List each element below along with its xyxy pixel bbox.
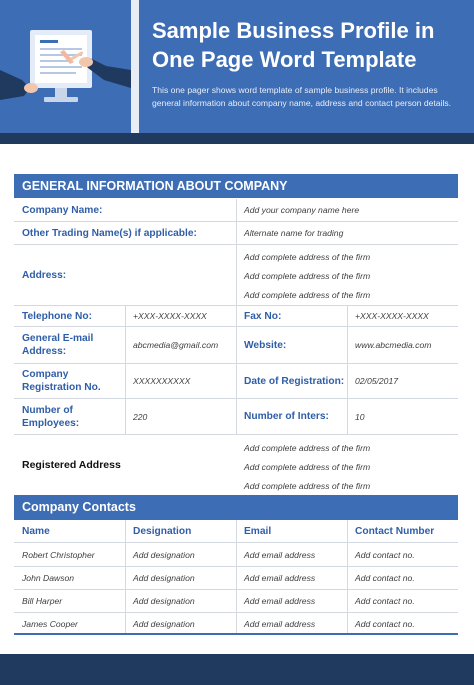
column-header-email: Email	[244, 526, 272, 537]
contact-number: Add contact no.	[355, 596, 415, 606]
column-divider	[125, 306, 126, 434]
header-illustration-panel	[0, 0, 131, 133]
column-divider	[347, 520, 348, 633]
telephone-label: Telephone No:	[22, 310, 92, 322]
contact-name: Bill Harper	[22, 596, 63, 606]
website-value: www.abcmedia.com	[355, 340, 432, 350]
registration-date-label: Date of Registration:	[244, 375, 345, 387]
contact-name: Robert Christopher	[22, 550, 95, 560]
footer-band	[0, 654, 474, 685]
trading-name-value: Alternate name for trading	[244, 228, 344, 238]
telephone-value: +XXX-XXXX-XXXX	[133, 311, 207, 321]
page-title: Sample Business Profile in One Page Word Template	[152, 18, 435, 72]
column-divider	[125, 520, 126, 633]
contact-name: John Dawson	[22, 573, 75, 583]
registered-address-label: Registered Address	[22, 458, 121, 471]
employees-value: 220	[133, 411, 148, 422]
page-subtitle: This one pager shows word template of sample business profile. It includes general information about company name, address and contact person details.	[152, 85, 452, 108]
company-name-label: Company Name:	[22, 204, 103, 216]
address-line: Add complete address of the firm	[244, 290, 371, 300]
table-bottom-border	[14, 633, 458, 635]
website-label: Website:	[244, 339, 287, 351]
company-name-value: Add your company name here	[244, 205, 360, 215]
fax-value: +XXX-XXXX-XXXX	[355, 311, 429, 321]
contact-designation: Add designation	[133, 619, 195, 629]
address-line: Add complete address of the firm	[244, 271, 371, 281]
registration-date-value: 02/05/2017	[355, 376, 399, 386]
contact-email: Add email address	[244, 573, 316, 583]
contact-email: Add email address	[244, 596, 316, 606]
company-contacts-heading: Company Contacts	[14, 495, 458, 520]
contact-email: Add email address	[244, 619, 316, 629]
general-info-heading: GENERAL INFORMATION ABOUT COMPANY	[14, 174, 458, 198]
employees-label: Number of Employees:	[22, 404, 80, 429]
inters-value: 10	[355, 411, 365, 422]
contact-designation: Add designation	[133, 573, 195, 583]
column-header-designation: Designation	[133, 526, 192, 537]
column-header-name: Name	[22, 526, 50, 537]
email-label: General E-mail Address:	[22, 333, 94, 357]
document-and-hand-illustration	[0, 0, 131, 133]
column-header-contact: Contact Number	[355, 526, 435, 537]
fax-label: Fax No:	[244, 310, 282, 322]
email-value: abcmedia@gmail.com	[133, 340, 219, 350]
address-lines	[236, 248, 458, 305]
contact-designation: Add designation	[133, 596, 195, 606]
registration-no-label: Company Registration No.	[22, 369, 101, 393]
registered-address-line: Add complete address of the firm	[244, 462, 371, 472]
contact-email: Add email address	[244, 550, 316, 560]
column-divider	[347, 306, 348, 434]
contact-designation: Add designation	[133, 550, 195, 560]
header-stripe	[0, 133, 474, 144]
registration-no-value: XXXXXXXXXX	[133, 376, 191, 386]
contact-number: Add contact no.	[355, 619, 415, 629]
registered-address-line: Add complete address of the firm	[244, 481, 371, 491]
registered-address-line: Add complete address of the firm	[244, 443, 371, 453]
address-line: Add complete address of the firm	[244, 252, 371, 262]
address-label: Address:	[22, 269, 67, 281]
registered-address-lines	[236, 439, 458, 496]
contact-number: Add contact no.	[355, 573, 415, 583]
contact-number: Add contact no.	[355, 550, 415, 560]
inters-label: Number of Inters:	[244, 411, 329, 422]
column-divider	[236, 199, 237, 434]
header-divider	[131, 0, 139, 133]
contact-name: James Cooper	[22, 619, 78, 629]
trading-name-label: Other Trading Name(s) if applicable:	[22, 227, 197, 239]
column-divider	[236, 520, 237, 633]
